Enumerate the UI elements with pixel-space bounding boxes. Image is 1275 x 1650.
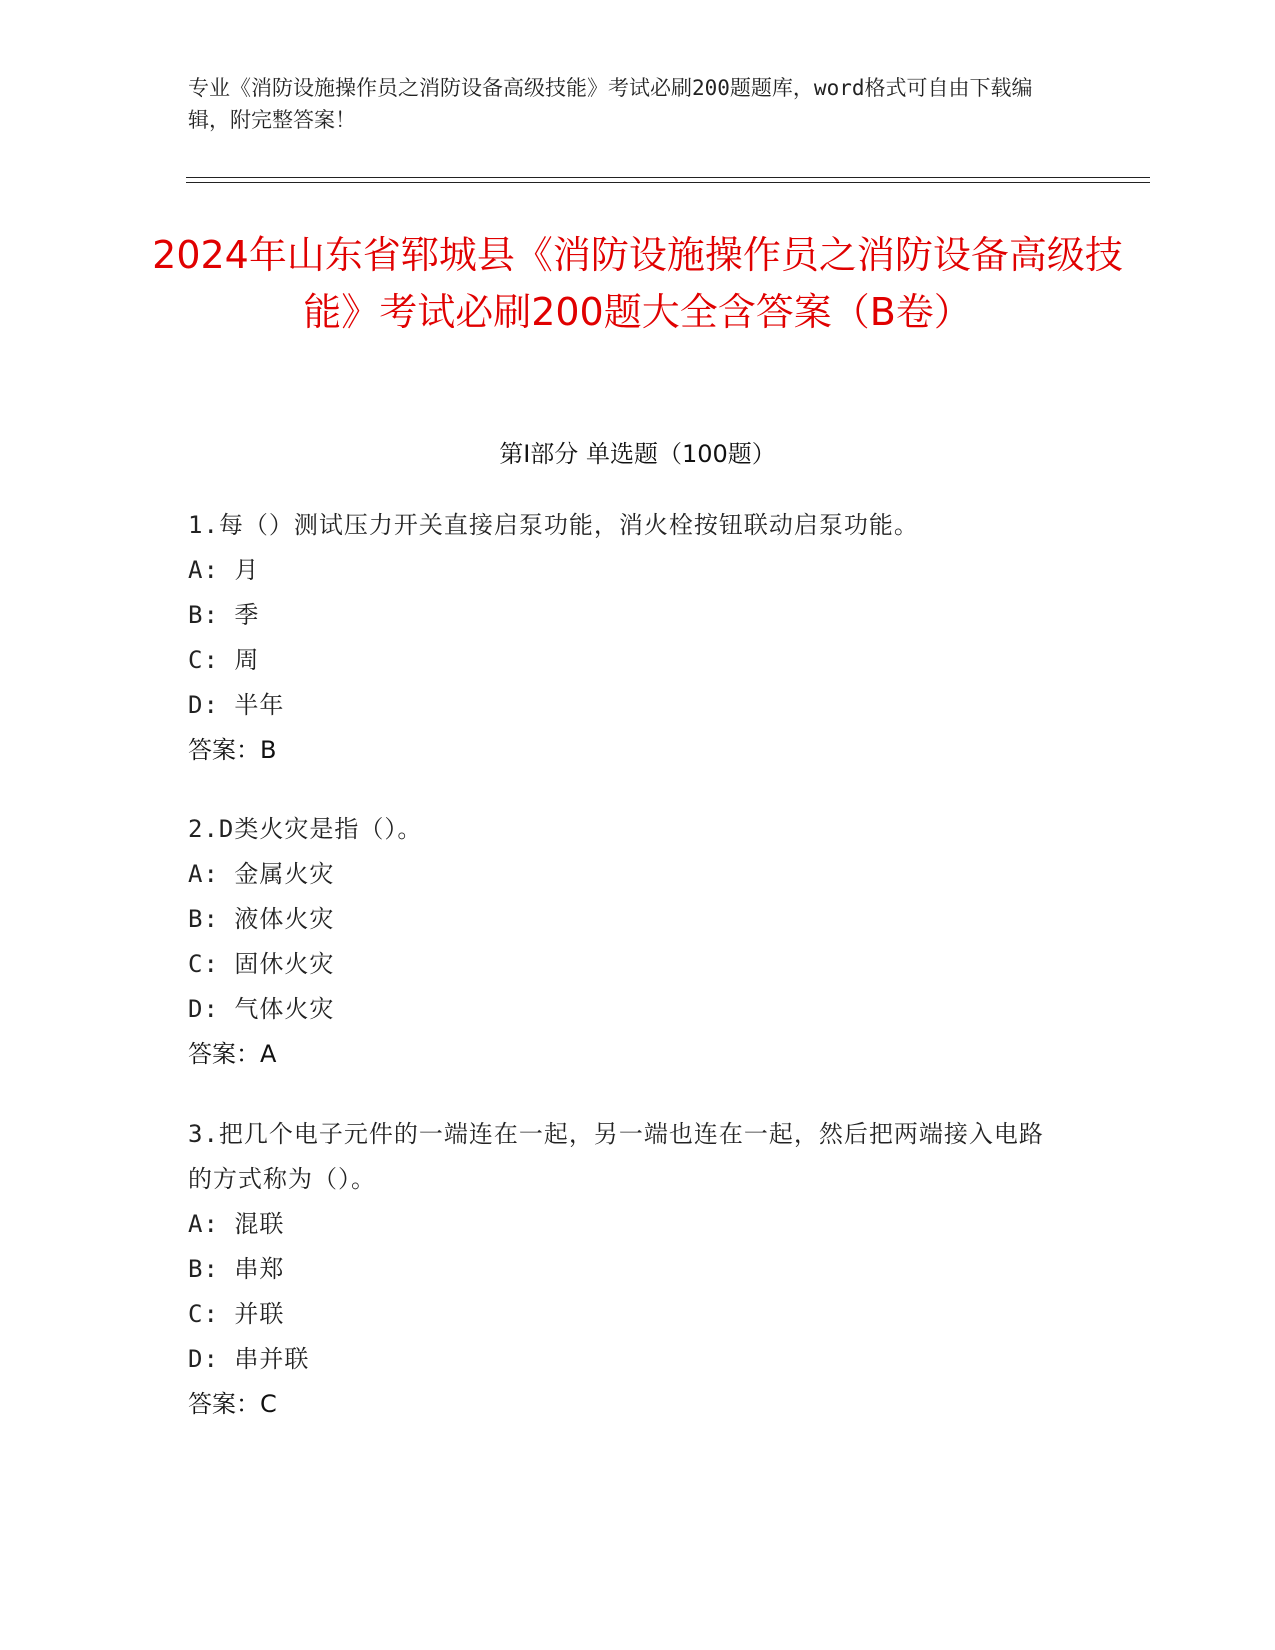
- header-divider-top: [186, 177, 1150, 178]
- answer: 答案：B: [188, 736, 277, 764]
- question-1: [188, 503, 1068, 773]
- option-b: B: 液体火灾: [188, 905, 335, 933]
- question-text: 1.每（）测试压力开关直接启泵功能，消火栓按钮联动启泵功能。: [188, 511, 919, 539]
- option-a: A: 金属火灾: [188, 860, 335, 888]
- question-text: 3.把几个电子元件的一端连在一起，另一端也连在一起，然后把两端接入电路的方式称为（）。: [188, 1120, 1044, 1193]
- header-note: 专业《消防设施操作员之消防设备高级技能》考试必刷200题题库，word格式可自由下载编辑，附完整答案！: [188, 76, 1033, 132]
- option-a: A: 混联: [188, 1210, 285, 1238]
- header-divider-bottom: [186, 182, 1150, 183]
- answer: 答案：C: [188, 1390, 277, 1418]
- option-c: C: 并联: [188, 1300, 285, 1328]
- option-c: C: 周: [188, 646, 260, 674]
- question-text: 2.D类火灾是指（）。: [188, 815, 423, 843]
- question-2: [188, 807, 1068, 1077]
- option-b: B: 季: [188, 601, 260, 629]
- answer: 答案：A: [188, 1040, 277, 1068]
- option-d: D: 串并联: [188, 1345, 310, 1373]
- option-d: D: 气体火灾: [188, 995, 335, 1023]
- option-d: D: 半年: [188, 691, 285, 719]
- document-title: 2024年山东省郓城县《消防设施操作员之消防设备高级技能》考试必刷200题大全含答案（B卷）: [152, 233, 1123, 334]
- option-a: A: 月: [188, 556, 260, 584]
- section-title: 第I部分 单选题（100题）: [499, 440, 776, 468]
- question-3: [188, 1112, 1068, 1427]
- option-b: B: 串郑: [188, 1255, 285, 1283]
- option-c: C: 固休火灾: [188, 950, 335, 978]
